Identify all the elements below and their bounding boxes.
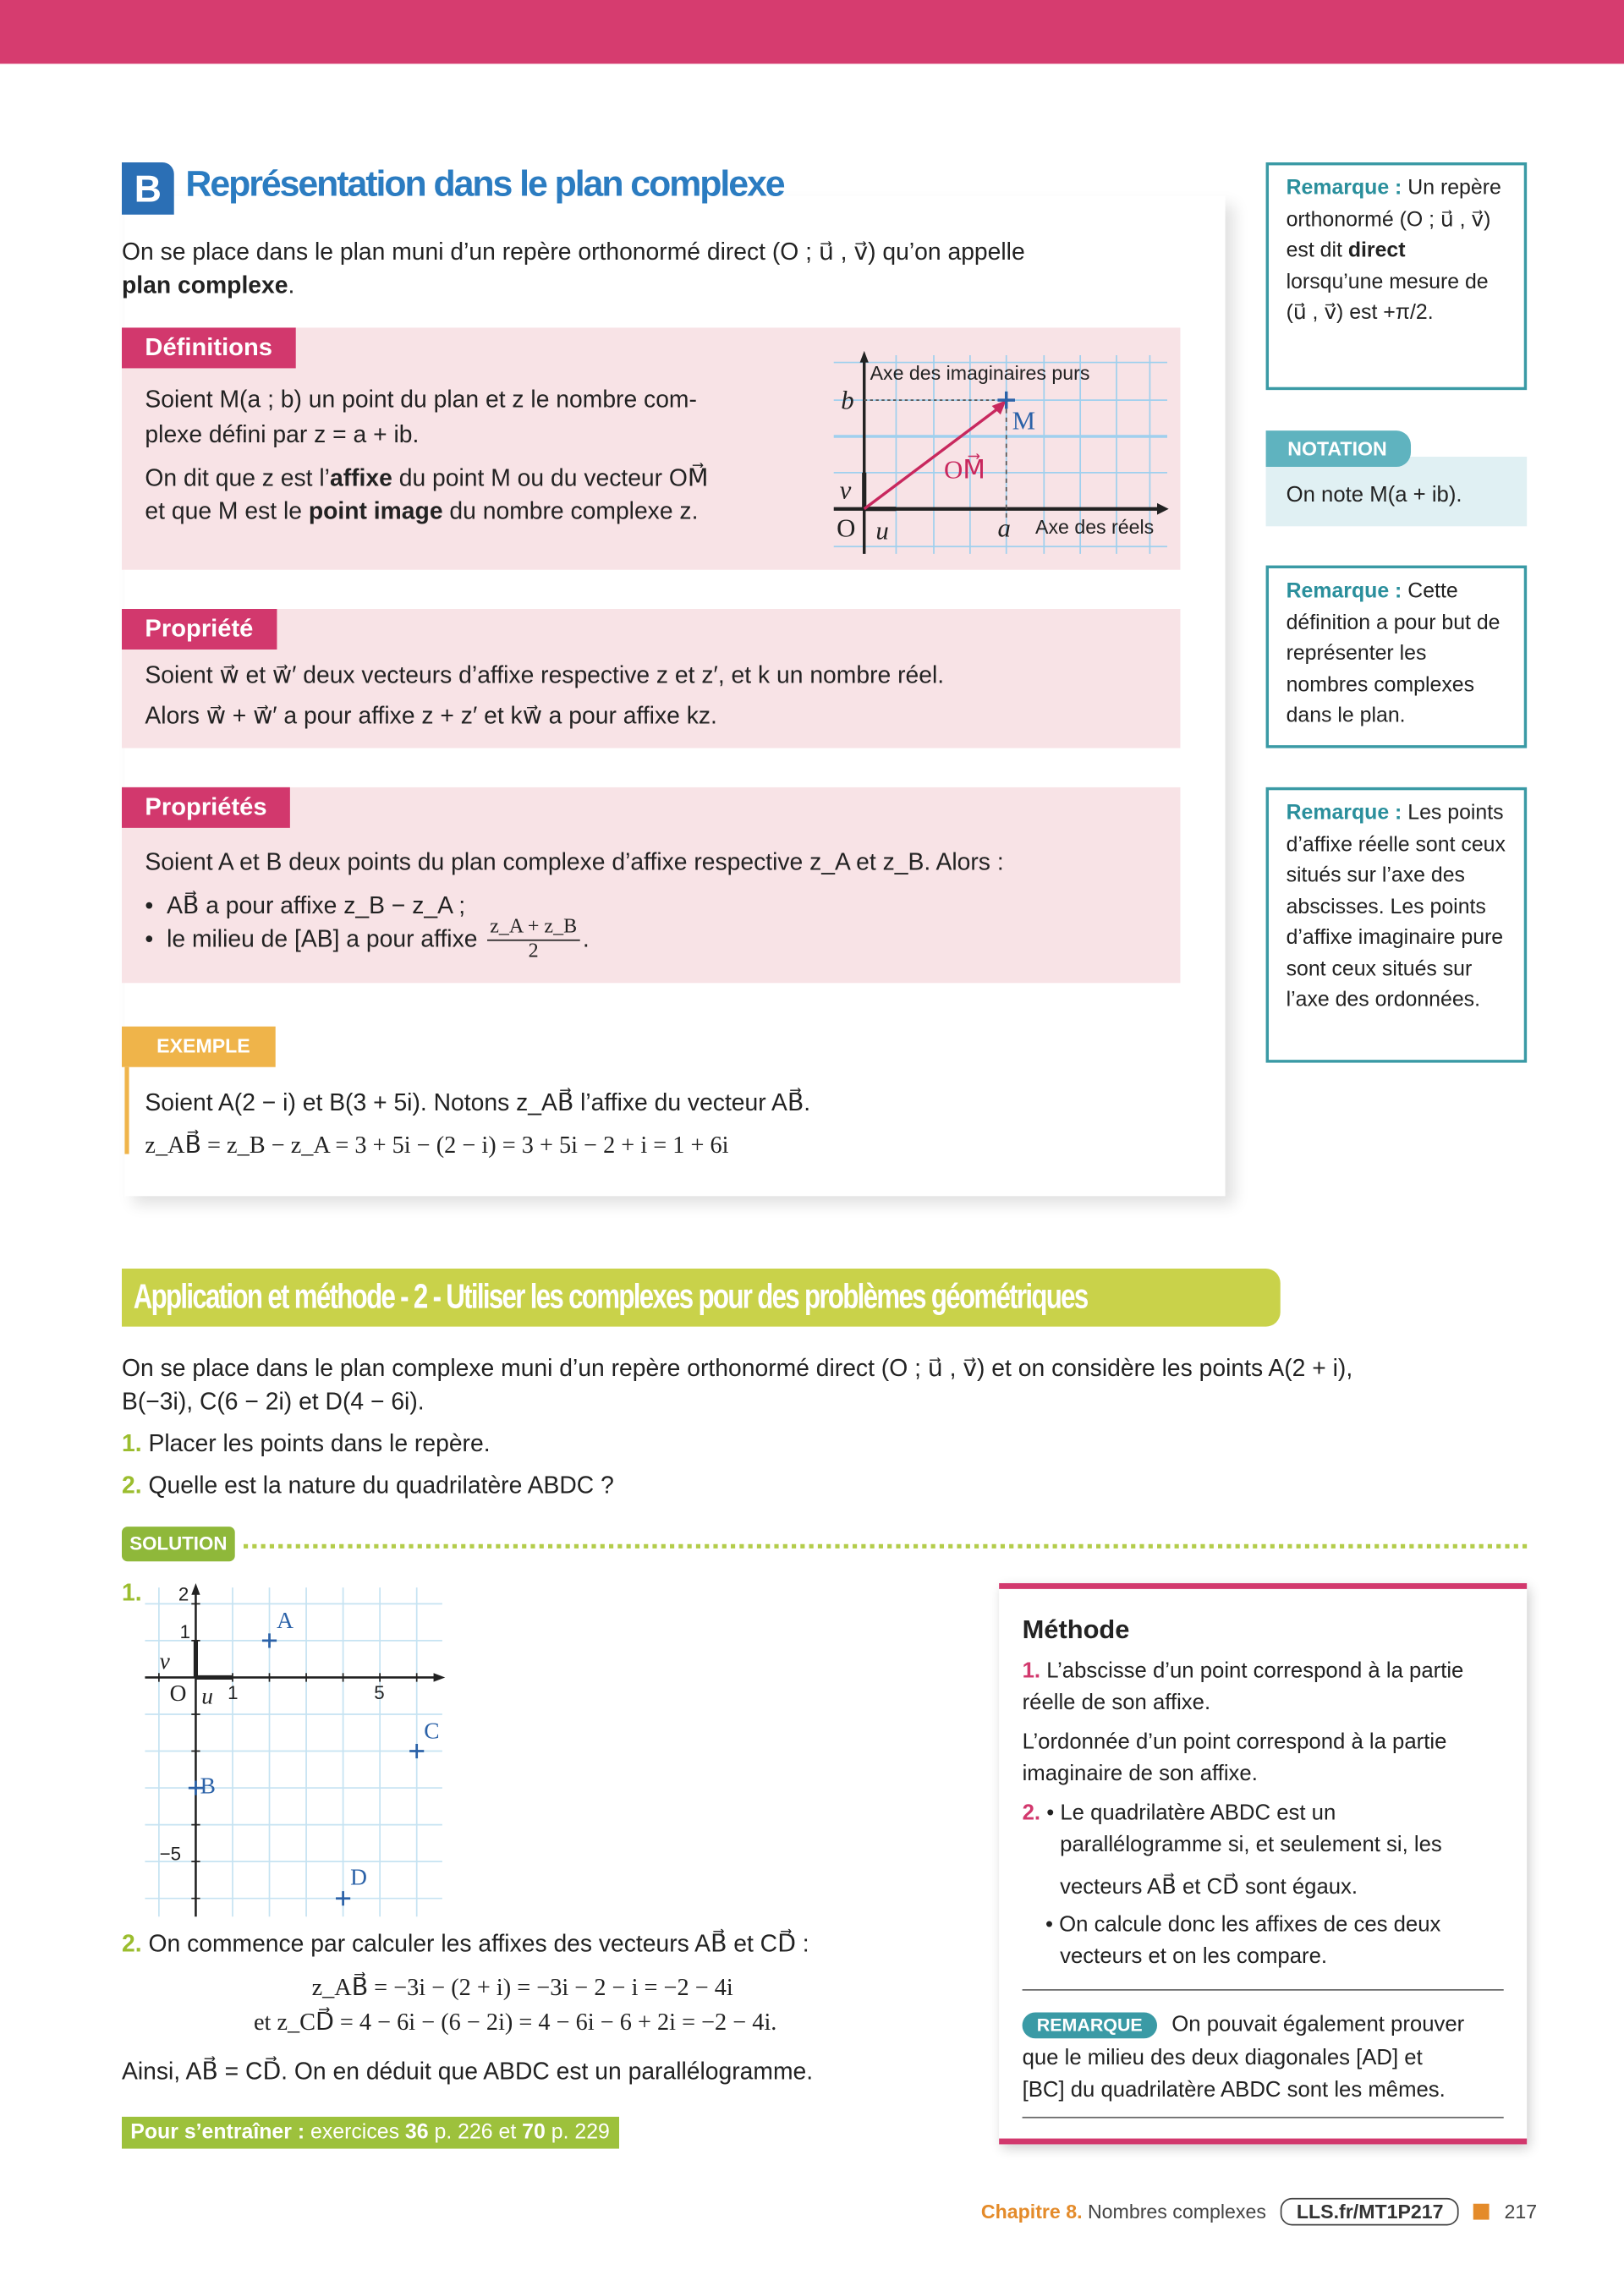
t: parallélogramme si, et seulement si, les [1060, 1832, 1442, 1858]
solution-label: SOLUTION [122, 1527, 235, 1561]
orange-square [1474, 2204, 1490, 2220]
n: 1. [122, 1431, 142, 1457]
t: Un repère orthonormé (O ; u⃗ , v⃗) est dit [1286, 177, 1501, 263]
tick-x5: 5 [374, 1681, 385, 1704]
notation-label: NOTATION [1266, 430, 1411, 467]
u-label: u⃗ [201, 1685, 232, 1710]
t: Placer les points dans le repère. [148, 1431, 491, 1457]
remarque-box [1266, 787, 1528, 1063]
chapter-name: Nombres complexes [1082, 2201, 1266, 2223]
section-letter: B [122, 162, 174, 215]
y-arrow [191, 1583, 200, 1595]
lls-link[interactable]: LLS.fr/MT1P217 [1281, 2198, 1459, 2226]
conclusion: Ainsi, AB⃗ = CD⃗. On en déduit que ABDC est un parallélogramme. [122, 2058, 814, 2086]
t: point image [308, 498, 443, 525]
props-line: Soient A et B deux points du plan complexe d’affixe respective z_A et z_B. Alors : [145, 849, 1004, 876]
origin-label: O [169, 1681, 187, 1707]
remarque-box [1266, 566, 1528, 748]
x-arrow [434, 1673, 446, 1681]
training-link[interactable] [122, 2117, 618, 2149]
t: du nombre complexe z. [442, 498, 699, 525]
exemple-line: z_AB⃗ = z_B − z_A = 3 + 5i − (2 − i) = 3 + 5i − 2 + i = 1 + 6i [145, 1131, 729, 1159]
tick-ym5: −5 [159, 1842, 181, 1865]
point-d [336, 1891, 350, 1905]
prop-line: Soient w⃗ et w⃗′ deux vecteurs d’affixe respective z et z′, et k un nombre réel. [145, 662, 945, 689]
v-label: v⃗ [159, 1649, 189, 1675]
t: imaginaire de son affixe. [1022, 1761, 1258, 1787]
om-label: OM⃗ [944, 455, 985, 485]
prop-line: Alors w⃗ + w⃗′ a pour affixe z + z′ et kw⃗ a pour affixe kz. [145, 703, 717, 730]
a-label: a [997, 513, 1011, 543]
def-line [145, 499, 698, 527]
n: 2. [122, 1472, 142, 1499]
b-label: b [841, 386, 854, 415]
tick-x1: 1 [228, 1681, 239, 1704]
t: direct [1347, 238, 1406, 263]
t: réelle de son affixe. [1022, 1690, 1211, 1716]
statement-line: B(−3i), C(6 − 2i) et D(4 − 6i). [122, 1389, 425, 1416]
u-label: u⃗ [875, 516, 909, 545]
t: On commence par calculer les affixes des vecteurs AB⃗ et CD⃗ : [148, 1931, 809, 1958]
t: que le milieu des deux diagonales [AD] et [1022, 2045, 1423, 2071]
equation: z_AB⃗ = −3i − (2 + i) = −3i − 2 − i = −2 − 4i [311, 1973, 733, 2001]
equation: et z_CD⃗ = 4 − 6i − (6 − 2i) = 4 − 6i − 6 + 2i = −2 − 4i. [254, 2008, 777, 2036]
def-line [145, 464, 708, 493]
h: Remarque : [1286, 802, 1402, 825]
proprietes-label: Propriétés [122, 787, 290, 828]
t: L’ordonnée d’un point correspond à la partie [1022, 1730, 1447, 1755]
point-label: A [277, 1609, 294, 1634]
fraction-num: z_A + z_B [487, 916, 580, 940]
def-line: Soient M(a ; b) un point du plan et z le nombre com- [145, 386, 697, 414]
n: 2. [1022, 1801, 1041, 1826]
sol-number: 1. [122, 1580, 142, 1607]
methode-box [999, 1583, 1527, 2144]
top-banner [0, 0, 1624, 63]
h: Pour s’entraîner : [130, 2121, 305, 2145]
exemple-line: Soient A(2 − i) et B(3 + 5i). Notons z_AB⃗ l’affixe du vecteur AB⃗. [145, 1090, 811, 1117]
chapter: Chapitre 8. [980, 2201, 1083, 2223]
question [122, 1473, 614, 1501]
remarque-label: REMARQUE [1023, 2012, 1157, 2038]
t: le milieu de [AB] a pour affixe [167, 926, 478, 953]
t: du point M ou du vecteur OM⃗ [392, 465, 709, 492]
point-label: D [350, 1866, 367, 1892]
origin-label: O [837, 513, 856, 543]
divider [1023, 1989, 1504, 1991]
t: Quelle est la nature du quadrilatère ABDC ? [148, 1472, 614, 1499]
point-label: C [424, 1719, 440, 1744]
t: 70 [522, 2121, 546, 2145]
m-label: M [1012, 406, 1036, 436]
n: 2. [122, 1931, 142, 1958]
t: p. 226 et [428, 2121, 523, 2145]
remarque-box [1266, 162, 1528, 390]
y-axis-label: Axe des imaginaires purs [870, 362, 1090, 385]
intro-line-2 [122, 272, 294, 300]
dotted-rule [244, 1544, 1527, 1549]
tick-y2: 2 [178, 1583, 189, 1605]
point-c [409, 1744, 424, 1758]
t: On pouvait également prouver [1166, 2012, 1465, 2037]
t: Cette définition a pour but de représenter les nombres complexes dans le plan. [1286, 579, 1501, 728]
v-label: v⃗ [839, 475, 872, 505]
period: . [288, 272, 295, 299]
def-line: plexe défini par z = a + ib. [145, 421, 420, 448]
t: AB⃗ a pour affixe z_B − z_A ; [167, 893, 466, 919]
exemple-label: EXEMPLE [122, 1027, 276, 1067]
bold-term: plan complexe [122, 272, 288, 299]
question [122, 1431, 491, 1459]
t: affixe [329, 465, 392, 492]
intro-line: On se place dans le plan muni d’un repère orthonormé direct (O ; u⃗ , v⃗) qu’on appelle [122, 238, 1025, 266]
t: lorsqu’une mesure de (u⃗ , v⃗) est +π/2. [1286, 270, 1489, 326]
notation-text: On note M(a + ib). [1286, 482, 1462, 508]
application-title-text: Application et méthode - 2 - Utiliser les complexes pour des problèmes géométriques [133, 1277, 1088, 1317]
tick-y1: 1 [179, 1620, 190, 1643]
statement-line: On se place dans le plan complexe muni d’un repère orthonormé direct (O ; u⃗ , v⃗) et on considère les points A(2 + i), [122, 1355, 1353, 1382]
sol2-line [122, 1930, 809, 1959]
point-a [262, 1633, 277, 1647]
t: p. 229 [545, 2121, 610, 2145]
t: • Le quadrilatère ABDC est un [1046, 1801, 1336, 1826]
fraction-den: 2 [528, 940, 539, 963]
h: Remarque : [1286, 579, 1402, 604]
t: On dit que z est l’ [145, 465, 330, 492]
t: . [582, 926, 590, 953]
footer [981, 2198, 1537, 2226]
props-bullet [145, 916, 589, 964]
h: Remarque : [1286, 177, 1402, 200]
x-axis-label: Axe des réels [1035, 516, 1155, 539]
t: et que M est le [145, 498, 309, 525]
t: vecteurs AB⃗ et CD⃗ sont égaux. [1060, 1874, 1358, 1899]
props-bullet: • AB⃗ a pour affixe z_B − z_A ; [145, 893, 466, 919]
page-number: 217 [1504, 2201, 1538, 2223]
bullet: • [145, 926, 167, 953]
t: vecteurs et on les compare. [1060, 1943, 1328, 1970]
section-title: Représentation dans le plan complexe [185, 163, 784, 205]
fraction [487, 916, 580, 964]
divider [1023, 2117, 1504, 2119]
t: • On calcule donc les affixes de ces deux [1045, 1912, 1441, 1938]
n: 1. [1022, 1658, 1041, 1684]
methode-title: Méthode [1022, 1614, 1130, 1645]
t: Les points d’affixe réelle sont ceux situés sur l’axe des abscisses. Les points d’affixe imaginaire pure sont ceux situés sur l’axe des ordonnées. [1286, 802, 1506, 1012]
t: 36 [404, 2121, 429, 2145]
t: [BC] du quadrilatère ABDC sont les mêmes. [1022, 2077, 1446, 2102]
exemple-rule [124, 1067, 129, 1154]
footer-chapter [981, 2201, 1266, 2223]
point-label: B [200, 1774, 216, 1800]
definitions-label: Définitions [122, 327, 295, 368]
t: L’abscisse d’un point correspond à la partie [1046, 1658, 1464, 1684]
application-title [122, 1269, 1281, 1327]
t: exercices [304, 2121, 405, 2145]
propriete-label: Propriété [122, 609, 277, 650]
